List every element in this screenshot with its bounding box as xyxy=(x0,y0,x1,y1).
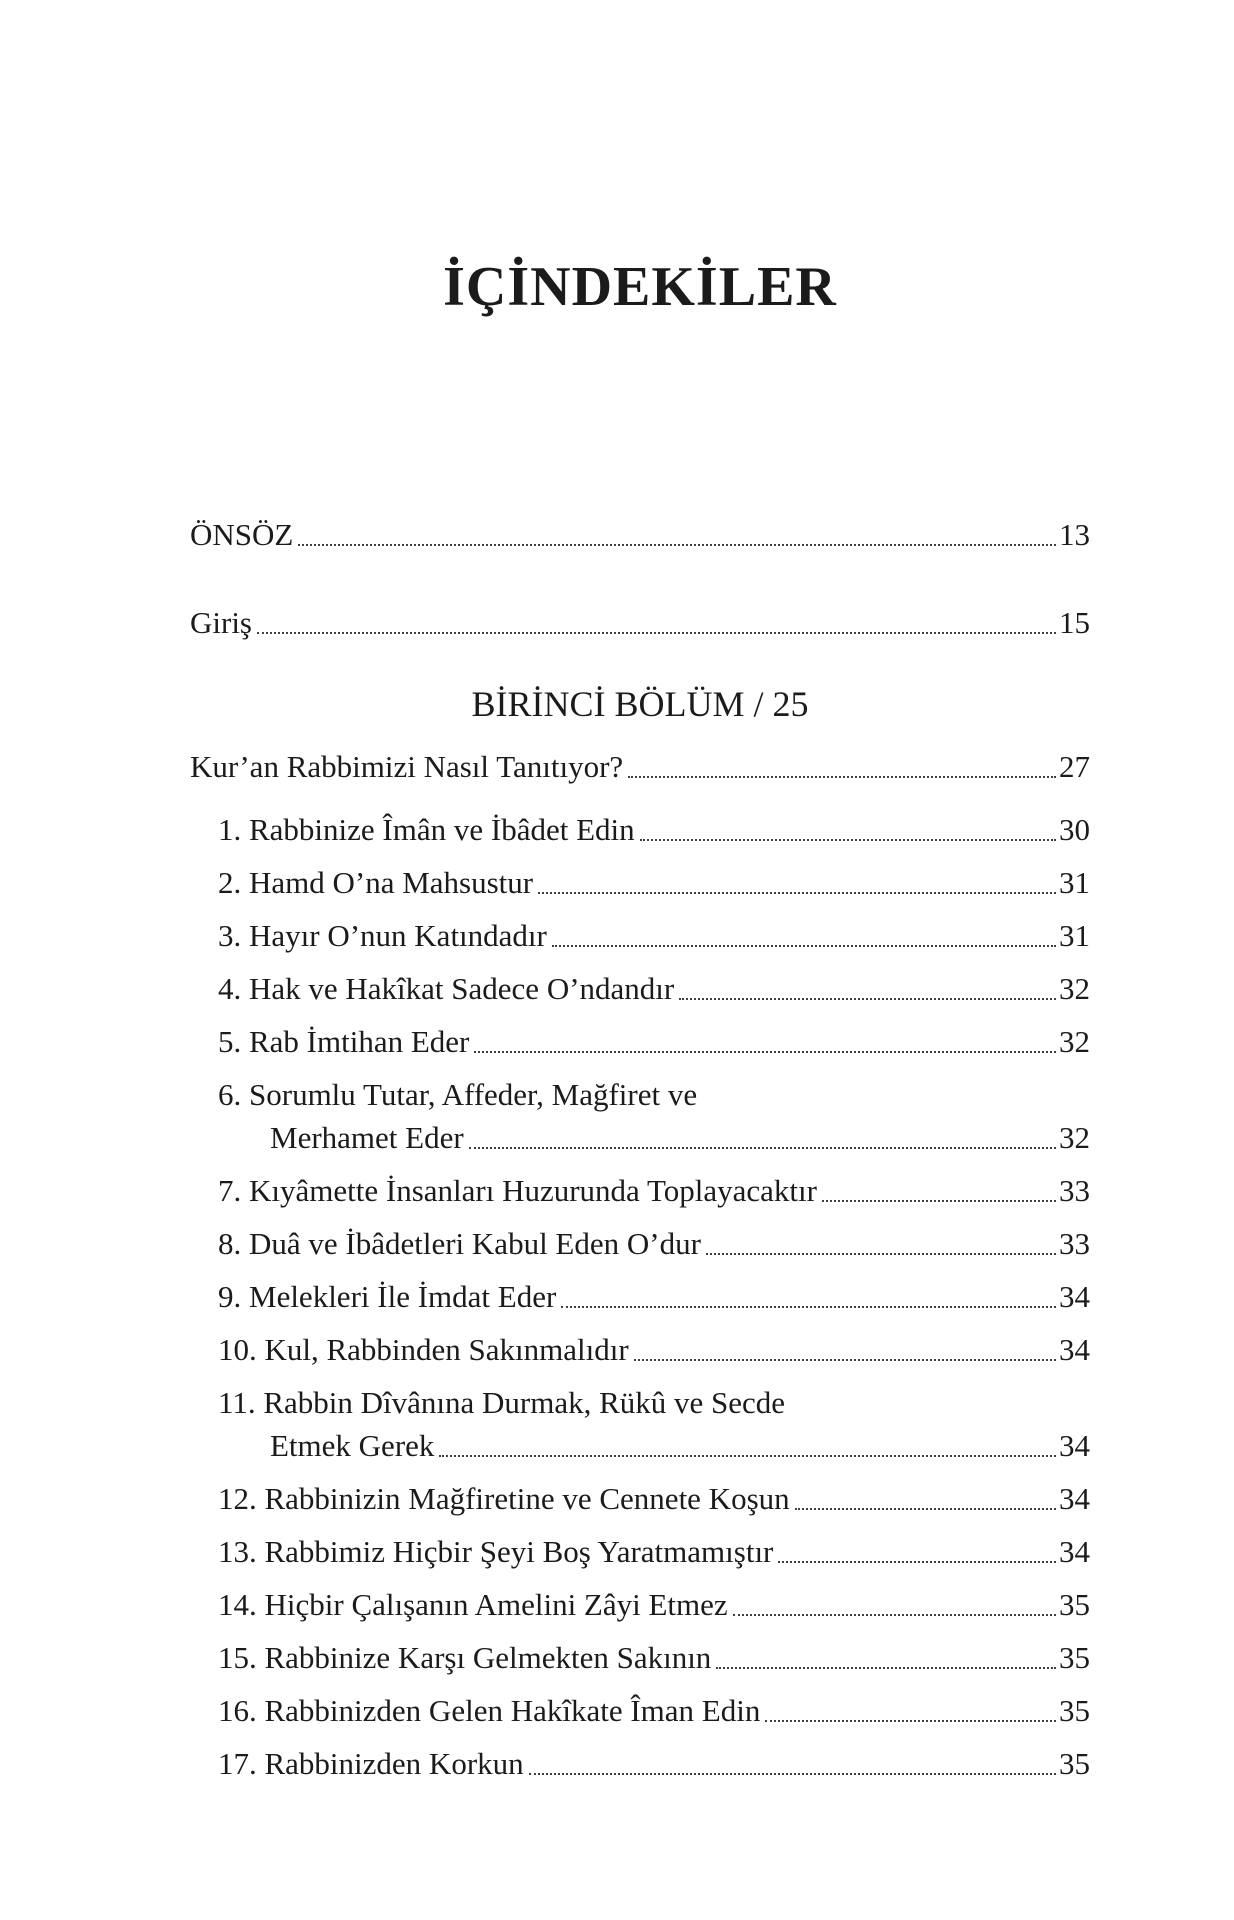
toc-entry-label: 15. Rabbinize Karşı Gelmekten Sakının xyxy=(218,1639,712,1675)
dot-leader xyxy=(679,998,1056,1000)
toc-entry-label: 14. Hiçbir Çalışanın Amelini Zâyi Etmez xyxy=(218,1586,728,1622)
dot-leader xyxy=(822,1200,1056,1202)
toc-entry xyxy=(190,1279,1090,1315)
toc-entry xyxy=(190,1746,1090,1782)
toc-entry-continuation xyxy=(190,1428,1090,1464)
toc-entry-list xyxy=(190,812,1090,1782)
toc-entry xyxy=(190,865,1090,901)
toc-entry xyxy=(190,1693,1090,1729)
toc-entry-label: 12. Rabbinizin Mağfiretine ve Cennete Koşun xyxy=(218,1480,790,1516)
dot-leader xyxy=(765,1720,1056,1722)
toc-entry-page: 35 xyxy=(1059,1586,1090,1622)
toc-entry-giris xyxy=(190,605,1090,641)
toc-entry-page: 34 xyxy=(1059,1331,1090,1367)
toc-entry xyxy=(190,1173,1090,1209)
toc-entry-page: 32 xyxy=(1059,1023,1090,1059)
dot-leader xyxy=(552,945,1056,947)
toc-entry-label: 17. Rabbinizden Korkun xyxy=(218,1745,524,1781)
toc-entry-page: 35 xyxy=(1059,1745,1090,1781)
dot-leader xyxy=(716,1667,1056,1669)
toc-entry-label: ÖNSÖZ xyxy=(190,516,294,552)
toc-entry-label: 7. Kıyâmette İnsanları Huzurunda Toplayacaktır xyxy=(218,1172,817,1208)
toc-entry-page: 35 xyxy=(1059,1692,1090,1728)
dot-leader xyxy=(795,1508,1056,1510)
dot-leader xyxy=(733,1614,1056,1616)
dot-leader xyxy=(298,544,1056,546)
toc-entry-label: 6. Sorumlu Tutar, Affeder, Mağfiret ve xyxy=(218,1076,698,1112)
toc-entry-label: 5. Rab İmtihan Eder xyxy=(218,1023,470,1059)
toc-entry-label: 2. Hamd O’na Mahsustur xyxy=(218,864,534,900)
toc-entry-label: Kur’an Rabbimizi Nasıl Tanıtıyor? xyxy=(190,748,624,784)
toc-entry xyxy=(190,1024,1090,1060)
toc-entry-page: 31 xyxy=(1059,917,1090,953)
dot-leader xyxy=(439,1455,1056,1457)
toc-page xyxy=(190,0,1090,1799)
dot-leader xyxy=(474,1051,1056,1053)
dot-leader xyxy=(706,1253,1056,1255)
dot-leader xyxy=(529,1773,1056,1775)
toc-entry-label: 9. Melekleri İle İmdat Eder xyxy=(218,1278,557,1314)
toc-entry-page: 32 xyxy=(1059,1119,1090,1155)
toc-entry-label: 16. Rabbinizden Gelen Hakîkate Îman Edin xyxy=(218,1692,761,1728)
toc-entry xyxy=(190,1226,1090,1262)
dot-leader xyxy=(561,1306,1056,1308)
toc-entry xyxy=(190,1481,1090,1517)
toc-entry-lead xyxy=(190,749,1090,785)
toc-entry-label: 1. Rabbinize Îmân ve İbâdet Edin xyxy=(218,811,635,847)
toc-entry-page: 35 xyxy=(1059,1639,1090,1675)
toc-entry-page: 34 xyxy=(1059,1533,1090,1569)
toc-entry-label: 3. Hayır O’nun Katındadır xyxy=(218,917,547,953)
dot-leader xyxy=(469,1147,1056,1149)
toc-entry-label: Giriş xyxy=(190,604,252,640)
toc-entry-page: 33 xyxy=(1059,1225,1090,1261)
toc-entry-label: 8. Duâ ve İbâdetleri Kabul Eden O’dur xyxy=(218,1225,701,1261)
toc-entry xyxy=(190,1640,1090,1676)
toc-entry-page: 30 xyxy=(1059,811,1090,847)
toc-entry-label: 11. Rabbin Dîvânına Durmak, Rükû ve Secde xyxy=(218,1384,786,1420)
toc-entry-label-line2: Merhamet Eder xyxy=(270,1119,464,1155)
table-of-contents xyxy=(190,517,1090,1782)
dot-leader xyxy=(628,776,1056,778)
toc-entry-label-line2: Etmek Gerek xyxy=(270,1427,435,1463)
toc-entry-page: 31 xyxy=(1059,864,1090,900)
section-heading: BİRİNCİ BÖLÜM / 25 xyxy=(471,683,809,724)
toc-entry-page: 34 xyxy=(1059,1427,1090,1463)
toc-entry xyxy=(190,918,1090,954)
toc-entry xyxy=(190,812,1090,848)
toc-entry xyxy=(190,1332,1090,1368)
toc-entry-label: 4. Hak ve Hakîkat Sadece O’ndandır xyxy=(218,970,675,1006)
toc-entry-label: 10. Kul, Rabbinden Sakınmalıdır xyxy=(218,1331,629,1367)
toc-entry-two-line xyxy=(190,1385,1090,1464)
toc-entry-page: 33 xyxy=(1059,1172,1090,1208)
toc-entry-page: 27 xyxy=(1059,748,1090,784)
toc-entry-page: 13 xyxy=(1059,516,1090,552)
toc-entry-onsoz xyxy=(190,517,1090,553)
toc-entry-continuation xyxy=(190,1120,1090,1156)
toc-entry xyxy=(190,971,1090,1007)
toc-entry-label: 13. Rabbimiz Hiçbir Şeyi Boş Yaratmamıştır xyxy=(218,1533,774,1569)
toc-entry-page: 34 xyxy=(1059,1480,1090,1516)
dot-leader xyxy=(538,892,1056,894)
dot-leader xyxy=(257,632,1056,634)
toc-entry-page: 15 xyxy=(1059,604,1090,640)
dot-leader xyxy=(778,1561,1056,1563)
toc-entry-page: 32 xyxy=(1059,970,1090,1006)
toc-entry-page: 34 xyxy=(1059,1278,1090,1314)
toc-entry xyxy=(190,1534,1090,1570)
dot-leader xyxy=(634,1359,1056,1361)
toc-entry-two-line xyxy=(190,1077,1090,1156)
page-title: İÇİNDEKİLER xyxy=(443,256,837,318)
toc-entry xyxy=(190,1587,1090,1623)
dot-leader xyxy=(640,839,1056,841)
